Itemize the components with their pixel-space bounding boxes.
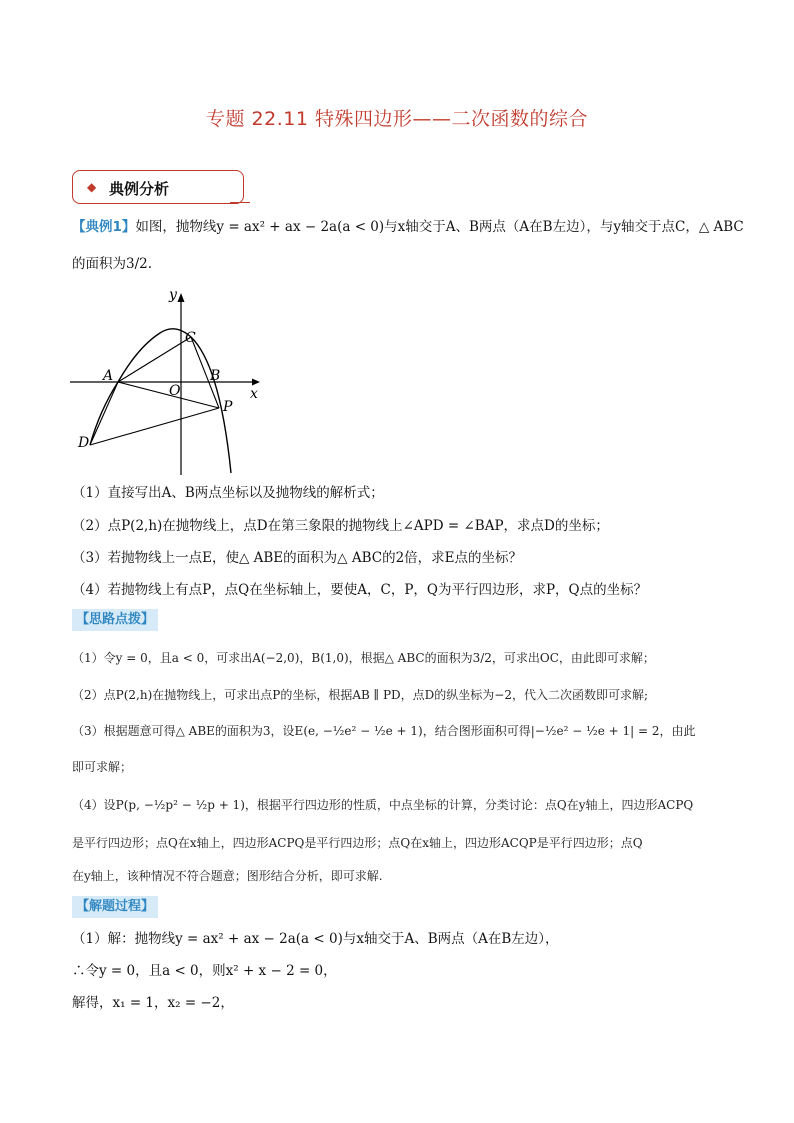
question-4: （4）若抛物线上有点P，点Q在坐标轴上，要使A，C，P，Q为平行四边形，求P，Q点的坐标？ bbox=[72, 582, 648, 598]
label-D: D bbox=[78, 435, 90, 451]
solution-line-3: 解得，x₁ = 1，x₂ = −2， bbox=[72, 995, 234, 1011]
label-A: A bbox=[103, 368, 114, 384]
hint-line-1: （1）令y = 0，且a < 0，可求出A(−2,0)，B(1,0)，根据△ ABC的面积为3/2，可求出OC，由此即可求解； bbox=[72, 651, 655, 665]
label-O: O bbox=[169, 383, 181, 399]
solution-line-2: ∴令y = 0，且a < 0，则x² + x − 2 = 0， bbox=[72, 963, 337, 979]
example-line-2: 的面积为3/2. bbox=[72, 256, 153, 272]
hint-tag: 【思路点拨】 bbox=[72, 609, 158, 631]
question-1: （1）直接写出A、B两点坐标以及抛物线的解析式； bbox=[72, 485, 384, 501]
example-text-1: 如图，抛物线y = ax² + ax − 2a(a < 0)与x轴交于A、B两点（A在B左边），与y轴交于点C，△ ABC bbox=[135, 219, 744, 235]
label-y: y bbox=[169, 287, 177, 303]
y-axis-arrow-icon bbox=[178, 293, 185, 302]
label-P: P bbox=[223, 399, 233, 415]
page-title: 专题 22.11 特殊四边形——二次函数的综合 bbox=[206, 108, 588, 130]
label-B: B bbox=[210, 368, 221, 384]
question-2: （2）点P(2,h)在抛物线上，点D在第三象限的抛物线上∠APD = ∠BAP，求点D的坐标； bbox=[72, 518, 609, 534]
section-underline bbox=[230, 202, 250, 203]
hint-line-2: （2）点P(2,h)在抛物线上，可求出点P的坐标，根据AB ∥ PD，点D的纵坐标为−2，代入二次函数即可求解; bbox=[72, 688, 649, 702]
section-header-box bbox=[72, 170, 244, 204]
label-C: C bbox=[185, 330, 196, 346]
solution-tag: 【解题过程】 bbox=[72, 896, 158, 918]
solution-line-1: （1）解：抛物线y = ax² + ax − 2a(a < 0)与x轴交于A、B两点（A在B左边）， bbox=[72, 931, 559, 947]
x-axis-arrow-icon bbox=[252, 379, 260, 386]
hint-header bbox=[72, 609, 732, 631]
hint-line-7: 在y轴上，该种情况不符合题意；图形结合分析，即可求解. bbox=[72, 869, 383, 883]
example-tag: 【典例1】 bbox=[72, 219, 136, 235]
hint-line-6: 是平行四边形；点Q在x轴上，四边形ACPQ是平行四边形；点Q在x轴上，四边形ACQP是平行四边形；点Q bbox=[72, 836, 643, 850]
example-line-1 bbox=[72, 217, 744, 237]
segment-AD bbox=[90, 382, 118, 445]
segment-DP bbox=[90, 408, 219, 445]
parabola-curve bbox=[90, 329, 231, 473]
hint-line-4: 即可求解； bbox=[72, 760, 133, 774]
segment-AC bbox=[118, 337, 191, 382]
diamond-icon: ◆ bbox=[87, 180, 97, 194]
question-3: （3）若抛物线上一点E，使△ ABE的面积为△ ABC的2倍，求E点的坐标？ bbox=[72, 550, 523, 566]
parabola-figure bbox=[70, 285, 270, 480]
hint-line-5: （4）设P(p, −½p² − ½p + 1)，根据平行四边形的性质，中点坐标的计算，分类讨论：点Q在y轴上，四边形ACPQ bbox=[72, 798, 694, 812]
label-x: x bbox=[250, 386, 258, 402]
solution-header bbox=[72, 896, 732, 918]
hint-line-3: （3）根据题意可得△ ABE的面积为3，设E(e, −½e² − ½e + 1)，结合图形面积可得|−½e² − ½e + 1| = 2，由此 bbox=[72, 724, 696, 738]
section-label: 典例分析 bbox=[109, 180, 170, 198]
